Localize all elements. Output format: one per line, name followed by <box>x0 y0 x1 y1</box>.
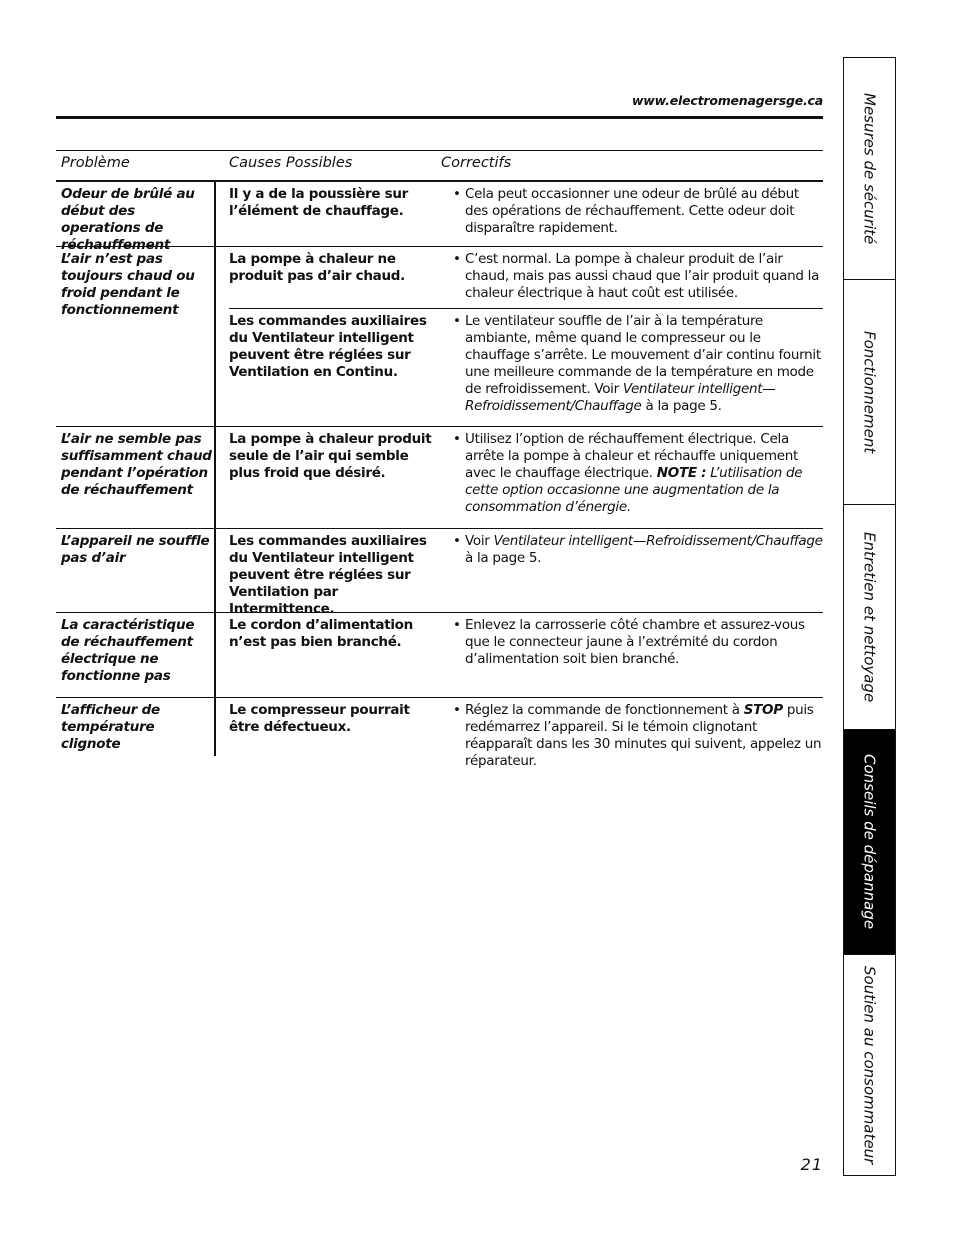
table-row <box>56 182 823 253</box>
fix-cell: • Enlevez la carrosserie côté chambre et assurez-vous que le connecteur jaune à l’extrémité du cordon d’alimentation soit bien branché. <box>453 613 823 668</box>
cause-row <box>229 529 823 617</box>
column-header-causes: Causes Possibles <box>229 155 353 171</box>
cause-cell: Les commandes auxiliaires du Ventilateur intelligent peuvent être réglées sur Ventilation en Continu. <box>229 313 427 380</box>
page-number: 21 <box>800 1155 823 1174</box>
cause-cell: Le compresseur pourrait être défectueux. <box>229 702 410 735</box>
cause-row <box>229 308 823 426</box>
column-divider <box>214 698 216 756</box>
column-divider <box>214 529 216 612</box>
cause-row <box>229 247 823 308</box>
fix-cell: • Le ventilateur souffle de l’air à la température ambiante, même quand le compresseur ou le chauffage s’arrête. Le mouvement d’air continu fournit une meilleure commande de la température en mode de refroidissement. Voir Ventilateur intelligent—Refroidissement/Chauffage à la page 5. <box>453 309 823 415</box>
problem-cell: Odeur de brûlé au début des operations de réchauffement <box>61 186 195 253</box>
section-tabs <box>843 57 896 1176</box>
table-header <box>56 150 823 182</box>
cause-cell: Les commandes auxiliaires du Ventilateur intelligent peuvent être réglées sur Ventilation par Intermittence. <box>229 533 427 617</box>
cause-row <box>229 613 823 697</box>
fix-cell: • C’est normal. La pompe à chaleur produit de l’air chaud, mais pas aussi chaud que l’air produit quand la chaleur électrique à haut coût est utilisée. <box>453 247 823 302</box>
website-url: www.electromenagersge.ca <box>631 93 823 108</box>
fix-cell: • Utilisez l’option de réchauffement électrique. Cela arrête la pompe à chaleur et réchauffe uniquement avec le chauffage électrique. NOTE : L’utilisation de cette option occasionne une augmentation de la consommation d’énergie. <box>453 427 823 516</box>
cause-row <box>229 698 823 769</box>
problem-cell: La caractéristique de réchauffement électrique ne fonctionne pas <box>61 617 195 684</box>
tab-conseils-de-depannage[interactable]: Conseils de dépannage <box>844 730 895 955</box>
problem-cell: L’air n’est pas toujours chaud ou froid pendant le fonctionnement <box>61 251 195 318</box>
cause-row <box>229 427 823 528</box>
cause-cell: Il y a de la poussière sur l’élément de chauffage. <box>229 186 409 219</box>
tab-entretien-et-nettoyage[interactable]: Entretien et nettoyage <box>844 505 895 730</box>
cause-cell: La pompe à chaleur ne produit pas d’air chaud. <box>229 251 405 284</box>
problem-cell: L’air ne semble pas suffisamment chaud pendant l’opération de réchauffement <box>61 431 212 498</box>
table-row <box>56 613 823 698</box>
column-header-problem: Problème <box>61 155 130 171</box>
table-row <box>56 247 823 427</box>
problem-cell: L’appareil ne souffle pas d’air <box>61 533 210 566</box>
tab-mesures-de-securite[interactable]: Mesures de sécurité <box>844 58 895 280</box>
problem-cell: L’afficheur de température clignote <box>61 702 160 752</box>
column-header-fixes: Correctifs <box>441 155 512 171</box>
table-row <box>56 698 823 769</box>
fix-cell: • Cela peut occasionner une odeur de brûlé au début des opérations de réchauffement. Cette odeur doit disparaître rapidement. <box>453 182 823 237</box>
table-row <box>56 427 823 529</box>
tab-fonctionnement[interactable]: Fonctionnement <box>844 280 895 505</box>
tab-soutien-au-consommateur[interactable]: Soutien au consommateur <box>860 965 879 1165</box>
column-divider <box>214 247 216 426</box>
column-divider <box>214 182 216 246</box>
column-divider <box>214 613 216 697</box>
troubleshooting-table <box>56 150 823 769</box>
cause-cell: La pompe à chaleur produit seule de l’air qui semble plus froid que désiré. <box>229 431 432 481</box>
table-row <box>56 529 823 617</box>
header-rule <box>56 116 823 119</box>
column-divider <box>214 427 216 528</box>
fix-cell: • Réglez la commande de fonctionnement à STOP puis redémarrez l’appareil. Si le témoin clignotant réapparaît dans les 30 minutes qui suivent, appelez un réparateur. <box>453 698 823 770</box>
cause-cell: Le cordon d’alimentation n’est pas bien branché. <box>229 617 413 650</box>
cause-row <box>229 182 823 246</box>
fix-cell: • Voir Ventilateur intelligent—Refroidissement/Chauffage à la page 5. <box>453 529 823 567</box>
